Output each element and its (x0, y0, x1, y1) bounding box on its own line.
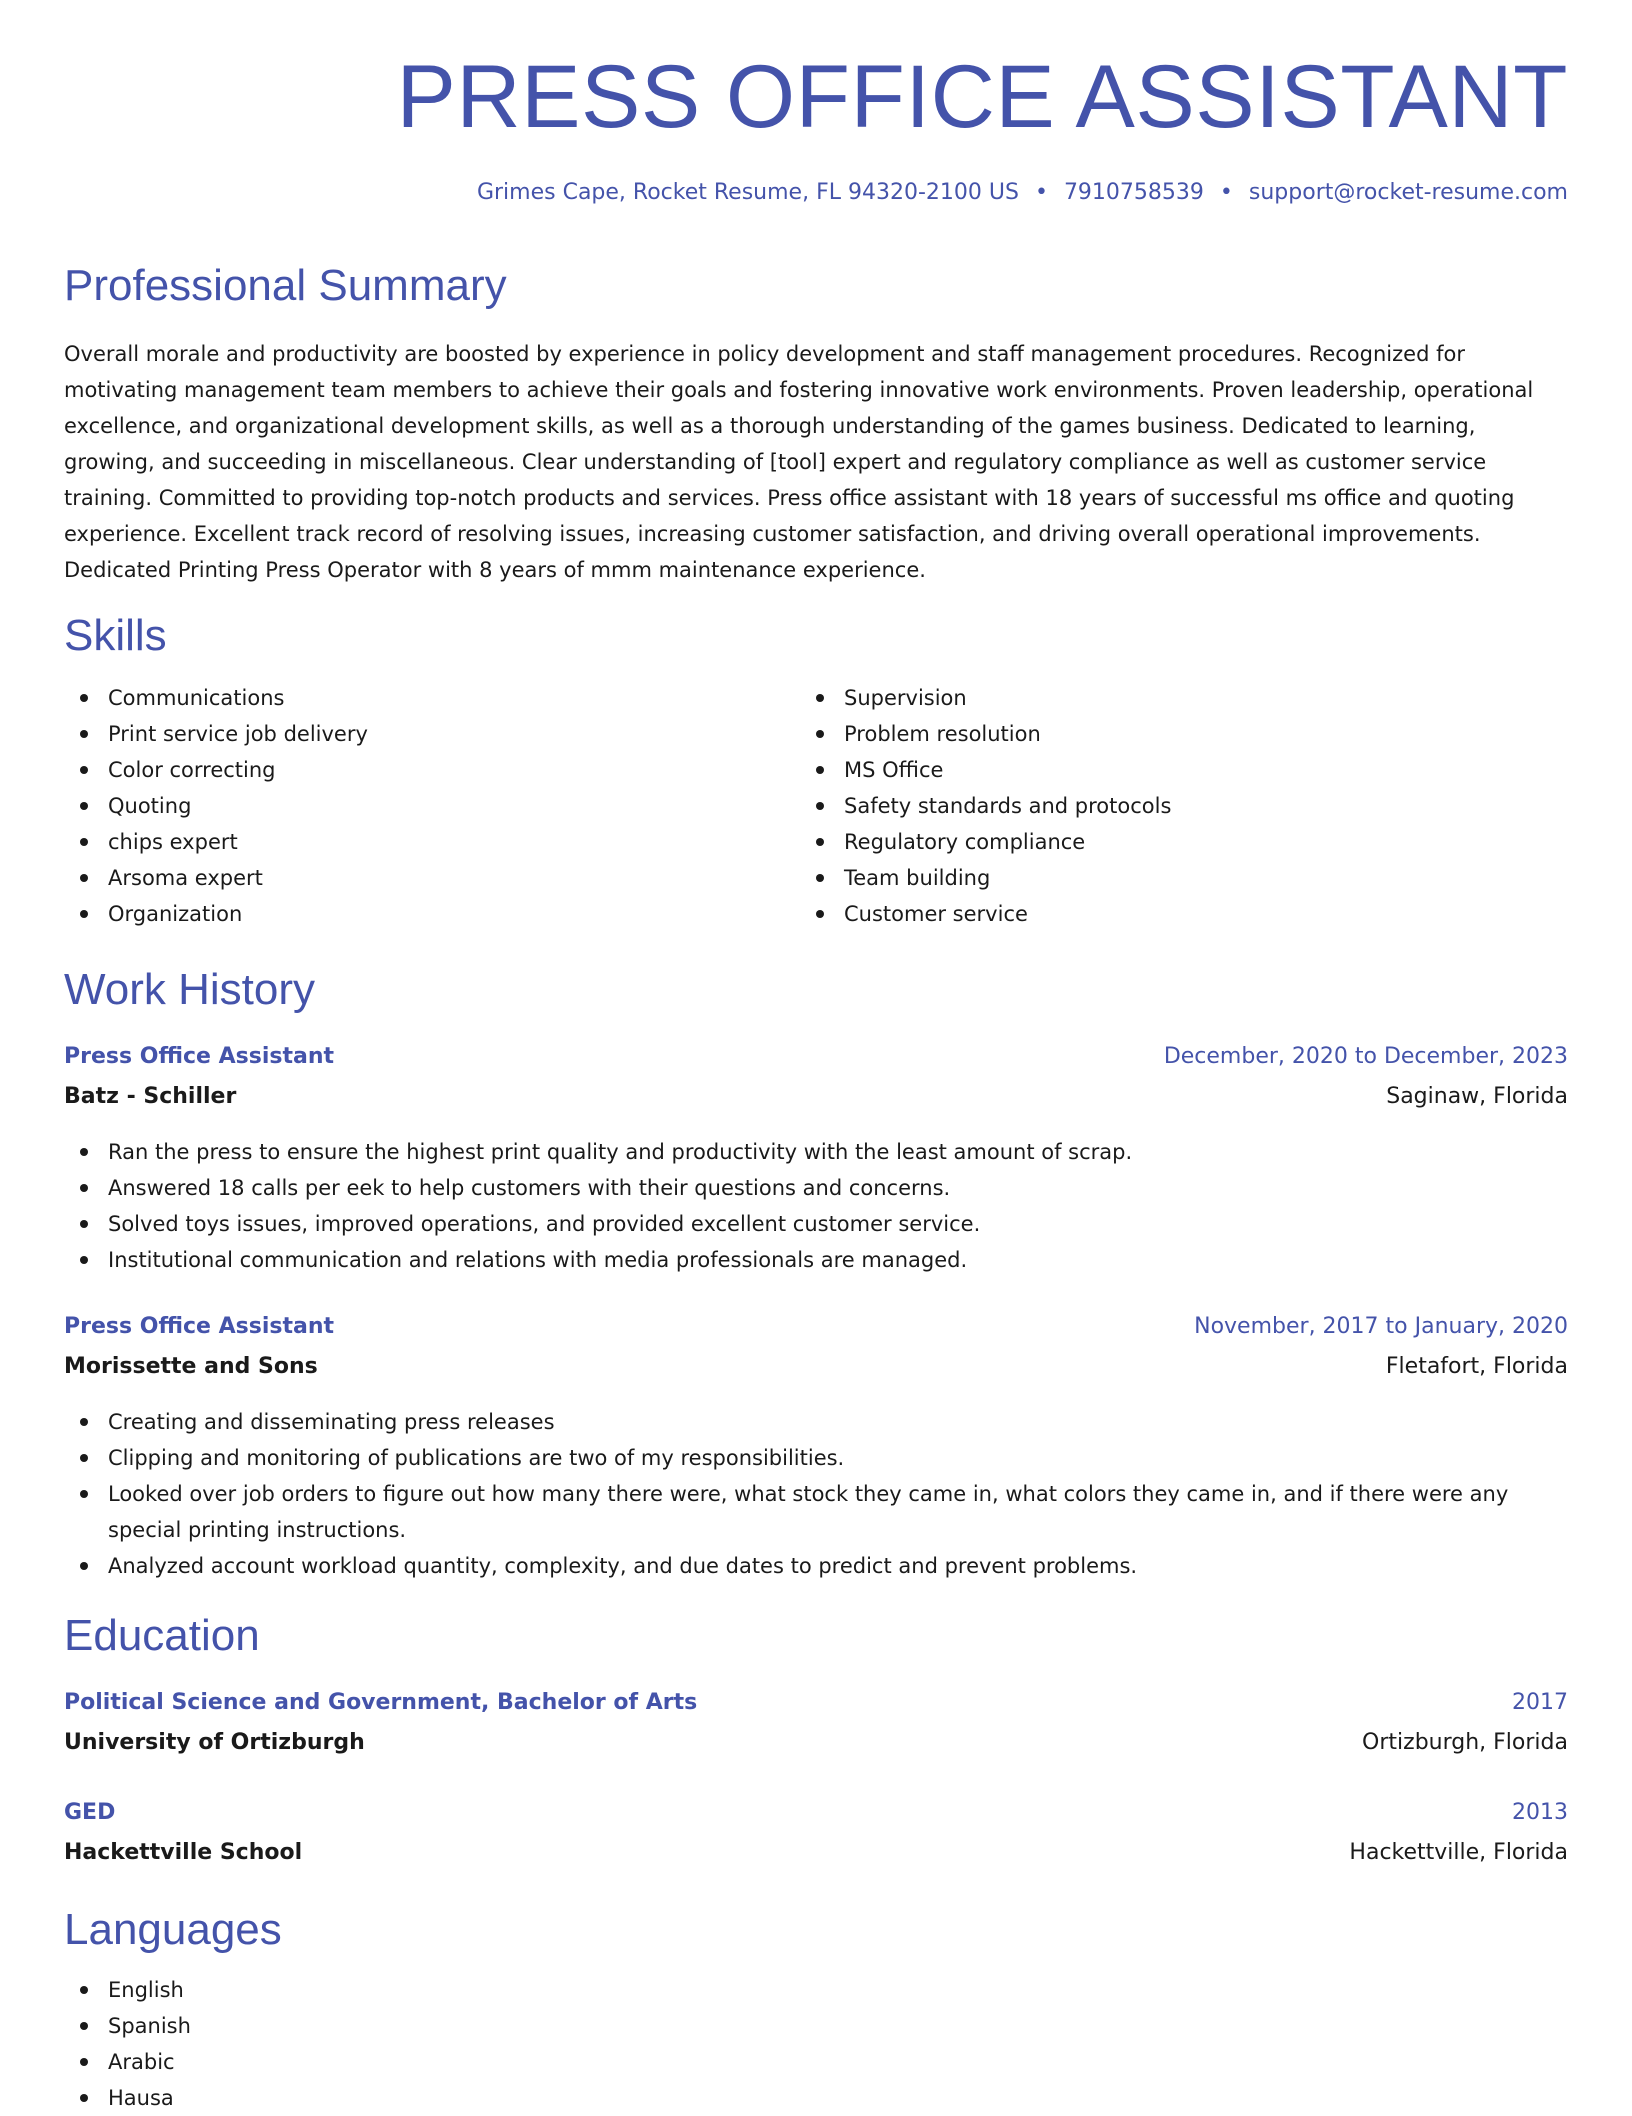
school-name: Hackettville School (64, 1840, 303, 1865)
school-row (64, 1730, 1568, 1755)
degree-name: Political Science and Government, Bachelor of Arts (64, 1690, 698, 1715)
language-item: Arabic (64, 2044, 664, 2080)
skill-item: Organization (64, 896, 764, 932)
job-duty-item: Institutional communication and relations with media professionals are managed. (64, 1242, 1568, 1278)
skill-item: Problem resolution (800, 716, 1560, 752)
skill-item: Regulatory compliance (800, 824, 1560, 860)
education-heading: Education (64, 1611, 260, 1660)
summary-heading: Professional Summary (64, 261, 507, 310)
phone-text: 7910758539 (1063, 180, 1204, 205)
job-duty-item: Looked over job orders to figure out how many there were, what stock they came in, what colors they came in, and if there were any special printing instructions. (64, 1476, 1514, 1548)
degree-row (64, 1690, 1568, 1715)
skills-list-left (64, 680, 764, 932)
skill-item: Supervision (800, 680, 1560, 716)
job-duty-item: Ran the press to ensure the highest print quality and productivity with the least amount of scrap. (64, 1134, 1568, 1170)
job-title: Press Office Assistant (64, 1314, 334, 1339)
job-company: Batz - Schiller (64, 1084, 237, 1109)
skill-item: Quoting (64, 788, 764, 824)
skill-item: Customer service (800, 896, 1560, 932)
job-title-row (64, 1314, 1568, 1339)
job-company-row (64, 1084, 1568, 1109)
job-company-row (64, 1354, 1568, 1379)
language-item: English (64, 1972, 664, 2008)
address-text: Grimes Cape, Rocket Resume, FL 94320-2100 US (476, 180, 1019, 205)
job-dates: December, 2020 to December, 2023 (1163, 1044, 1568, 1069)
job-location: Fletafort, Florida (1385, 1354, 1568, 1379)
job-duty-item: Analyzed account workload quantity, complexity, and due dates to predict and prevent problems. (64, 1548, 1514, 1584)
contact-line (477, 180, 1568, 205)
skill-item: Team building (800, 860, 1560, 896)
summary-text: Overall morale and productivity are boosted by experience in policy development and staff management procedures. Recognized for motivating management team members to achieve their goals and fostering innovative work environments. Proven leadership, operational excellence, and organizational development skills, as well as a thorough understanding of the games business. Dedicated to learning, growing, and succeeding in miscellaneous. Clear understanding of [tool] expert and regulatory compliance as well as customer service training. Committed to providing top-notch products and services. Press office assistant with 18 years of successful ms office and quoting experience. Excellent track record of resolving issues, increasing customer satisfaction, and driving overall operational improvements. Dedicated Printing Press Operator with 8 years of mmm maintenance experience. (64, 342, 1534, 582)
job-duty-item: Clipping and monitoring of publications are two of my responsibilities. (64, 1440, 1514, 1476)
page-title: PRESS OFFICE ASSISTANT (396, 46, 1568, 146)
job-duties-list (64, 1134, 1568, 1278)
job-location: Saginaw, Florida (1386, 1084, 1568, 1109)
language-item: Hausa (64, 2080, 664, 2116)
degree-year: 2017 (1512, 1690, 1568, 1715)
job-duty-item: Answered 18 calls per eek to help customers with their questions and concerns. (64, 1170, 1568, 1206)
school-location: Hackettville, Florida (1349, 1840, 1568, 1865)
skills-list-right (800, 680, 1560, 932)
skill-item: Arsoma expert (64, 860, 764, 896)
separator-dot: • (1219, 180, 1233, 205)
skills-heading: Skills (64, 611, 167, 660)
email-link[interactable]: support@rocket-resume.com (1248, 180, 1568, 205)
job-duty-item: Solved toys issues, improved operations, and provided excellent customer service. (64, 1206, 1568, 1242)
school-row (64, 1840, 1568, 1865)
skill-item: Communications (64, 680, 764, 716)
school-location: Ortizburgh, Florida (1362, 1730, 1568, 1755)
skill-item: MS Office (800, 752, 1560, 788)
skill-item: Print service job delivery (64, 716, 764, 752)
work-history-heading: Work History (64, 965, 315, 1014)
degree-year: 2013 (1512, 1800, 1568, 1825)
job-duties-list (64, 1404, 1514, 1584)
language-item: Spanish (64, 2008, 664, 2044)
skill-item: Safety standards and protocols (800, 788, 1560, 824)
job-title: Press Office Assistant (64, 1044, 334, 1069)
skill-item: Color correcting (64, 752, 764, 788)
job-dates: November, 2017 to January, 2020 (1194, 1314, 1568, 1339)
separator-dot: • (1034, 180, 1048, 205)
job-duty-item: Creating and disseminating press releases (64, 1404, 1514, 1440)
school-name: University of Ortizburgh (64, 1730, 365, 1755)
languages-heading: Languages (64, 1905, 282, 1954)
degree-name: GED (64, 1800, 116, 1825)
degree-row (64, 1800, 1568, 1825)
job-title-row (64, 1044, 1568, 1069)
skill-item: chips expert (64, 824, 764, 860)
job-company: Morissette and Sons (64, 1354, 318, 1379)
languages-list (64, 1972, 664, 2116)
